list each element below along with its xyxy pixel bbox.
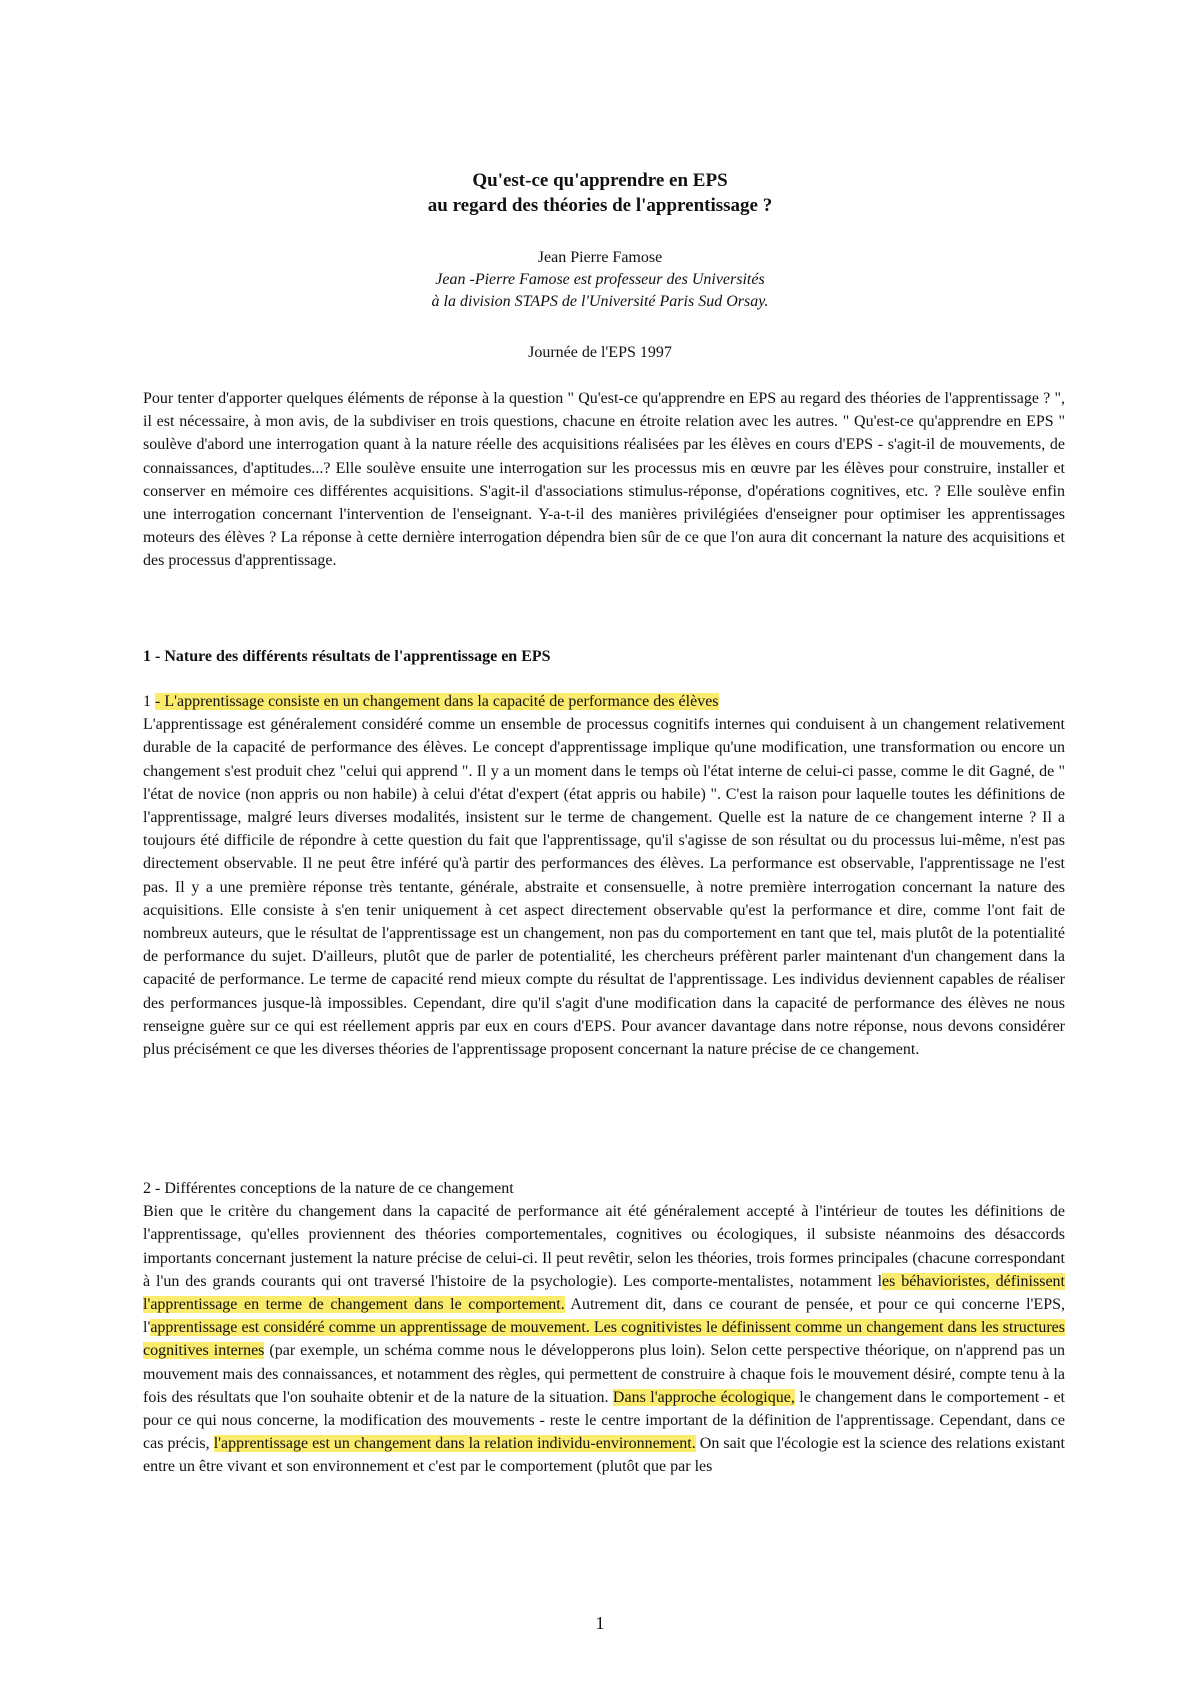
highlighted-subsection-1-heading: - L'apprentissage consiste en un changement dans la capacité de performance des élèves: [155, 693, 719, 710]
author-name: Jean Pierre Famose: [537, 249, 663, 266]
section-1-heading: 1 - Nature des différents résultats de l'apprentissage en EPS: [143, 648, 551, 665]
event-date: Journée de l'EPS 1997: [528, 344, 672, 361]
author-block: [140, 247, 1060, 313]
highlight-ecological-approach: Dans l'approche écologique,: [612, 1388, 795, 1406]
subsection-2-text-part-5: On sait que l'écologie est la science des relations existant entre un être vivant et son environnement et c'est par le comportement (plutôt que par les: [143, 1435, 1065, 1476]
author-role-line-1: Jean -Pierre Famose est professeur des Universités: [435, 271, 765, 288]
title-line-2: au regard des théories de l'apprentissage ?: [427, 195, 773, 216]
subsection-1: [143, 690, 1065, 1061]
subsection-2-text-part-4: le changement dans le comportement - et pour ce qui nous concerne, la modification des mouvements - reste le centre important de la définition de l'apprentissage. Cependant, dans ce cas précis,: [143, 1388, 1065, 1453]
document-title: [140, 168, 1060, 218]
subsection-2: [143, 1177, 1065, 1479]
subsection-2-text-part-1: Bien que le critère du changement dans la capacité de performance ait été généralement accepté à l'intérieur de toutes les définitions de l'apprentissage, qu'elles proviennent des théories comportementales, cognitives ou écologiques, il subsiste néanmoins des désaccords importants concernant justement la nature précise de celui-ci. Il peut revêtir, selon les théories, trois formes principales (chacune correspondant à l'un des grands courants qui ont traversé l'histoire de la psychologie). Les comporte-mentalistes, notamment l: [143, 1203, 1065, 1290]
subsection-2-heading: 2 - Différentes conceptions de la nature de ce changement: [143, 1180, 514, 1197]
author-role-line-2: à la division STAPS de l'Université Paris Sud Orsay.: [431, 293, 769, 310]
subsection-1-body: L'apprentissage est généralement considéré comme un ensemble de processus cognitifs internes qui conduisent à un changement relativement durable de la capacité de performance des élèves. Le concept d'apprentissage implique qu'une modification, une transformation ou encore un changement s'est produit chez "celui qui apprend ". Il y a un moment dans le temps où l'état interne de celui-ci passe, comme le dit Gagné, de " l'état de novice (non appris ou non habile) à celui d'état d'expert (état appris ou habile) ". C'est la raison pour laquelle toutes les définitions de l'apprentissage, malgré leurs diverses modalités, insistent sur le terme de changement. Quelle est la nature de ce changement interne ? Il a toujours été difficile de répondre à cette question du fait que l'apprentissage, qu'il s'agisse de son résultat ou du processus lui-même, n'est pas directement observable. Il ne peut être inféré qu'à partir des performances des élèves. La performance est observable, l'apprentissage ne l'est pas. Il y a une première réponse très tentante, générale, abstraite et consensuelle, à notre première interrogation concernant la nature des acquisitions. Elle consiste à s'en tenir uniquement à cet aspect directement observable qu'est la performance et dire, comme l'ont fait de nombreux auteurs, que le résultat de l'apprentissage est un changement, non pas du comportement en tant que tel, mais plutôt de la potentialité de performance du sujet. D'ailleurs, plutôt que de parler de potentialité, les chercheurs préfèrent parler maintenant d'un changement dans la capacité de performance. Le terme de capacité rend mieux compte du résultat de l'apprentissage. Les individus deviennent capables de réaliser des performances jusque-là impossibles. Cependant, dire qu'il s'agit d'une modification dans la capacité de performance des élèves ne nous renseigne guère sur ce qui est réellement appris par eux en cours d'EPS. Pour avancer davantage dans notre réponse, nous devons considérer plus précisément ce que les diverses théories de l'apprentissage proposent concernant la nature précise de ce changement.: [143, 716, 1065, 1059]
subsection-2-text-part-3: (par exemple, un schéma comme nous le développerons plus loin). Selon cette perspective théorique, on n'apprend pas un mouvement mais des connaissances, et notamment des règles, qui permettent de construire à chaque fois le mouvement désiré, compte tenu à la fois des résultats que l'on souhaite obtenir et de la nature de la situation.: [143, 1342, 1065, 1406]
page-number: 1: [595, 1613, 605, 1633]
highlight-individual-environment: l'apprentissage est un changement dans la relation individu-environnement.: [213, 1435, 696, 1453]
subsection-1-number: 1: [143, 693, 155, 710]
title-line-1: Qu'est-ce qu'apprendre en EPS: [472, 170, 728, 191]
subsection-2-text-part-2: Autrement dit, dans ce courant de pensée, et pour ce qui concerne l'EPS, l': [143, 1296, 1065, 1337]
intro-paragraph: Pour tenter d'apporter quelques éléments de réponse à la question " Qu'est-ce qu'apprendre en EPS au regard des théories de l'apprentissage ? ", il est nécessaire, à mon avis, de la subdiviser en trois questions, chacune en étroite relation avec les autres. " Qu'est-ce qu'apprendre en EPS " soulève d'abord une interrogation quant à la nature réelle des acquisitions réalisées par les élèves en cours d'EPS - s'agit-il de mouvements, de connaissances, d'aptitudes...? Elle soulève ensuite une interrogation sur les processus mis en œuvre par les élèves pour construire, installer et conserver en mémoire ces différentes acquisitions. S'agit-il d'associations stimulus-réponse, d'opérations cognitives, etc. ? Elle soulève enfin une interrogation concernant l'intervention de l'enseignant. Y-a-t-il des manières privilégiées d'enseigner pour optimiser les apprentissages moteurs des élèves ? La réponse à cette dernière interrogation dépendra bien sûr de ce que l'on aura dit concernant la nature des acquisitions et des processus d'apprentissage.: [143, 390, 1065, 570]
highlight-behaviorists: es béhavioristes, définissent l'apprentissage en terme de changement dans le comportement.: [143, 1272, 1065, 1314]
highlight-cognitivists: apprentissage est considéré comme un apprentissage de mouvement. Les cognitivistes le définissent comme un changement dans les structures cognitives internes: [143, 1319, 1065, 1360]
subsection-1-heading: [143, 690, 1065, 713]
